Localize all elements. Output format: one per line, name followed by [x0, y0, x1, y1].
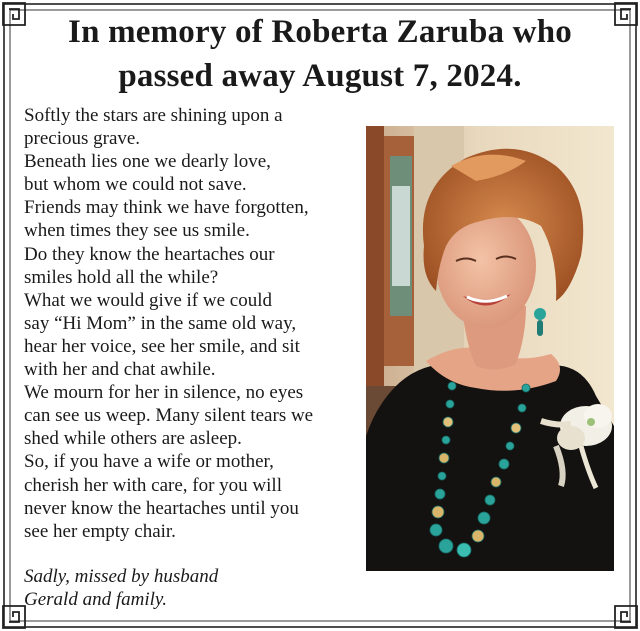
corner-ornament-bottom-right-icon [615, 606, 637, 628]
signoff-line-2: Gerald and family. [24, 589, 168, 610]
poem [24, 104, 364, 543]
poem-line: Beneath lies one we dearly love, [24, 151, 271, 173]
poem-line: shed while others are asleep. [24, 428, 242, 450]
poem-line: Friends may think we have forgotten, [24, 197, 309, 219]
title-line-2: passed away August 7, 2024. [118, 58, 522, 94]
corner-ornament-bottom-left-icon [3, 606, 25, 628]
portrait-photo [366, 126, 614, 571]
poem-line: but whom we could not save. [24, 174, 247, 196]
poem-line: cherish her with care, for you will [24, 474, 282, 496]
poem-line: with her and chat awhile. [24, 359, 216, 381]
poem-line: We mourn for her in silence, no eyes [24, 382, 304, 404]
poem-line: can see us weep. Many silent tears we [24, 405, 314, 427]
poem-line: hear her voice, see her smile, and sit [24, 335, 300, 357]
signoff-line-1: Sadly, missed by husband [24, 566, 219, 587]
title-line-1: In memory of Roberta Zaruba who [68, 14, 572, 50]
poem-line: when times they see us smile. [24, 220, 250, 242]
poem-line: What we would give if we could [24, 289, 272, 311]
poem-line: Softly the stars are shining upon a [24, 105, 283, 126]
poem-line: see her empty chair. [24, 520, 176, 542]
poem-line: So, if you have a wife or mother, [24, 451, 274, 473]
poem-line: Do they know the heartaches our [24, 243, 275, 265]
page-title [20, 10, 620, 98]
poem-line: never know the heartaches until you [24, 497, 299, 519]
poem-line: smiles hold all the while? [24, 266, 219, 288]
signoff [24, 565, 354, 611]
poem-line: say “Hi Mom” in the same old way, [24, 312, 297, 334]
poem-line: precious grave. [24, 128, 141, 150]
